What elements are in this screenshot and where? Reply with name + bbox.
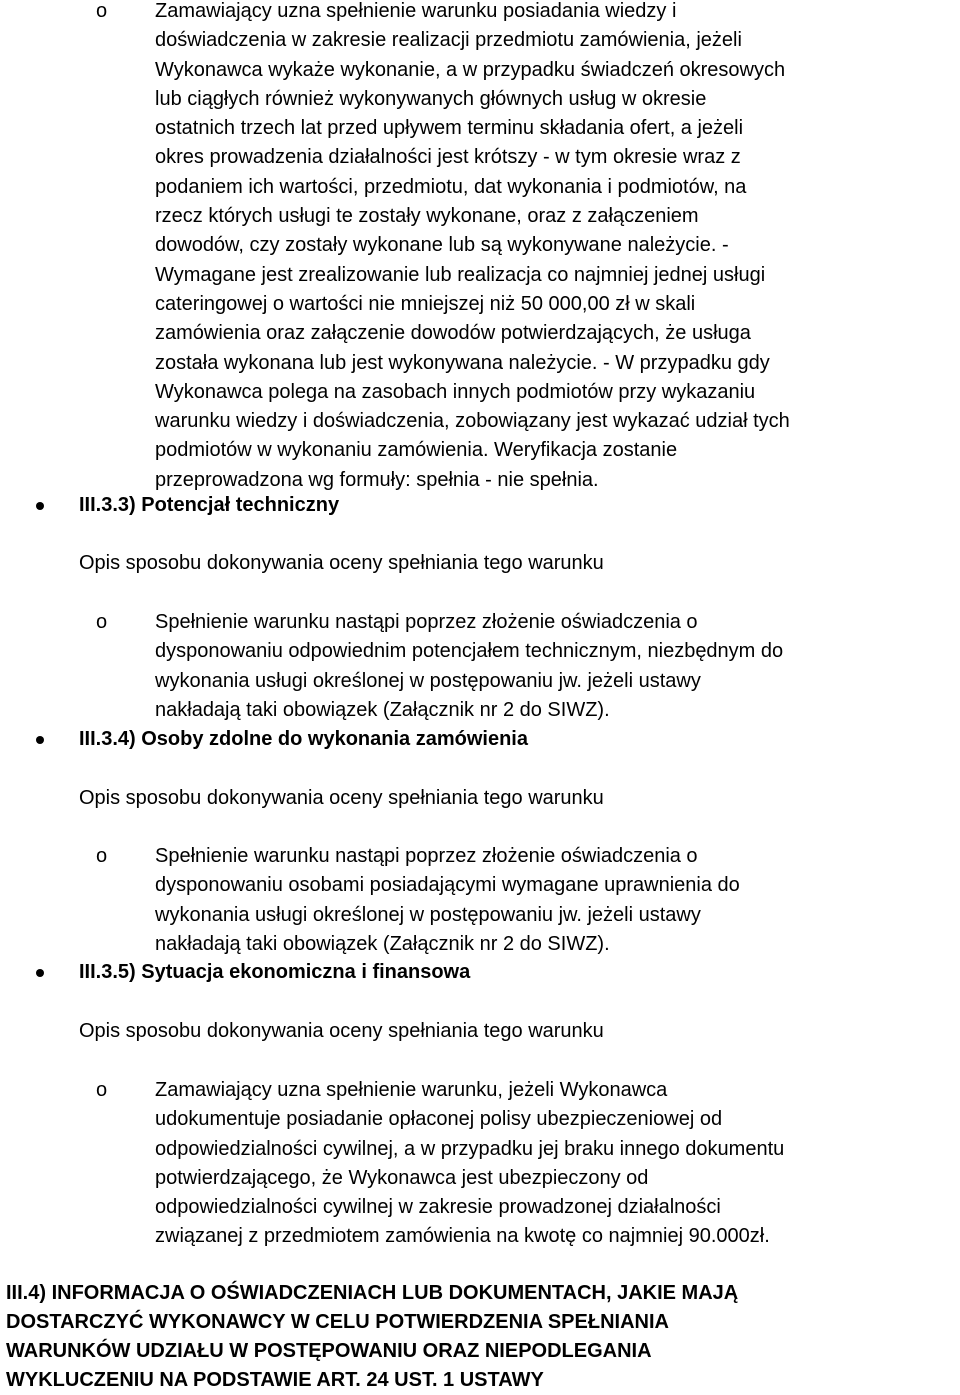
paragraph-sytuacja: Zamawiający uzna spełnienie warunku, jeżeli Wykonawca udokumentuje posiadanie opłaconej polisy ubezpieczeniowej od odpowiedzialności cywilnej, a w przypadku jej braku innego dokumentu potwierdzającego, że Wykonawca jest ubezpieczony od odpowiedzialności cywilnej w zakresie prowadzonej działalności związanej z przedmiotem zamówienia na kwotę co najmniej 90.000zł. [155,1079,785,1248]
paragraph-osoby: Spełnienie warunku nastąpi poprzez złożenie oświadczenia o dysponowaniu osobami posiadającymi wymagane uprawnienia do wykonania usługi określonej w postępowaniu jw. jeżeli ustawy nakładają taki obowiązek (Załącznik nr 2 do SIWZ). [155,845,740,955]
section-heading-potencjal: III.3.3) Potencjał techniczny [79,494,340,516]
section-heading-osoby: III.3.4) Osoby zdolne do wykonania zamówienia [79,728,528,750]
list-marker: o [96,1079,108,1101]
list-marker: o [96,0,108,22]
bullet-icon [36,502,44,510]
paragraph-knowledge-experience: Zamawiający uzna spełnienie warunku posiadania wiedzy i doświadczenia w zakresie realizacji przedmiotu zamówienia, jeżeli Wykonawca wykaże wykonanie, a w przypadku świadczeń okresowych lub ciągłych również wykonywanych głównych usług w okresie ostatnich trzech lat przed upływem terminu składania ofert, a jeżeli okres prowadzenia działalności jest krótszy - w tym okresie wraz z podaniem ich wartości, przedmiotu, dat wykonania i podmiotów, na rzecz których usługi te zostały wykonane, oraz z załączeniem dowodów, czy zostały wykonane lub są wykonywane należycie. - Wymagane jest zrealizowanie lub realizacja co najmniej jednej usługi cateringowej o wartości nie mniejszej niż 50 000,00 zł w skali zamówienia oraz załączenie dowodów potwierdzających, że usługa została wykonana lub jest wykonywana należycie. - W przypadku gdy Wykonawca polega na zasobach innych podmiotów przy wykazaniu warunku wiedzy i doświadczenia, zobowiązany jest wykazać udział tych podmiotów w wykonaniu zamówienia. Weryfikacja zostanie przeprowadzona wg formuły: spełnia - nie spełnia. [155,0,790,491]
bullet-icon [36,736,44,744]
section-heading-sytuacja: III.3.5) Sytuacja ekonomiczna i finansowa [79,961,471,983]
section-subheading: Opis sposobu dokonywania oceny spełniania tego warunku [79,787,604,809]
paragraph-potencjal: Spełnienie warunku nastąpi poprzez złożenie oświadczenia o dysponowaniu odpowiednim potencjałem technicznym, niezbędnym do wykonania usługi określonej w postępowaniu jw. jeżeli ustawy nakładają taki obowiązek (Załącznik nr 2 do SIWZ). [155,611,784,721]
bullet-icon [36,969,44,977]
list-marker: o [96,845,108,867]
section-subheading: Opis sposobu dokonywania oceny spełniania tego warunku [79,552,604,574]
section-subheading: Opis sposobu dokonywania oceny spełniania tego warunku [79,1020,604,1042]
list-marker: o [96,611,108,633]
section-heading-informacja: III.4) INFORMACJA O OŚWIADCZENIACH LUB DOKUMENTACH, JAKIE MAJĄ DOSTARCZYĆ WYKONAWCY W CELU POTWIERDZENIA SPEŁNIANIA WARUNKÓW UDZIAŁU W POSTĘPOWANIU ORAZ NIEPODLEGANIA WYKLUCZENIU NA PODSTAWIE ART. 24 UST. 1 USTAWY [6,1282,739,1391]
